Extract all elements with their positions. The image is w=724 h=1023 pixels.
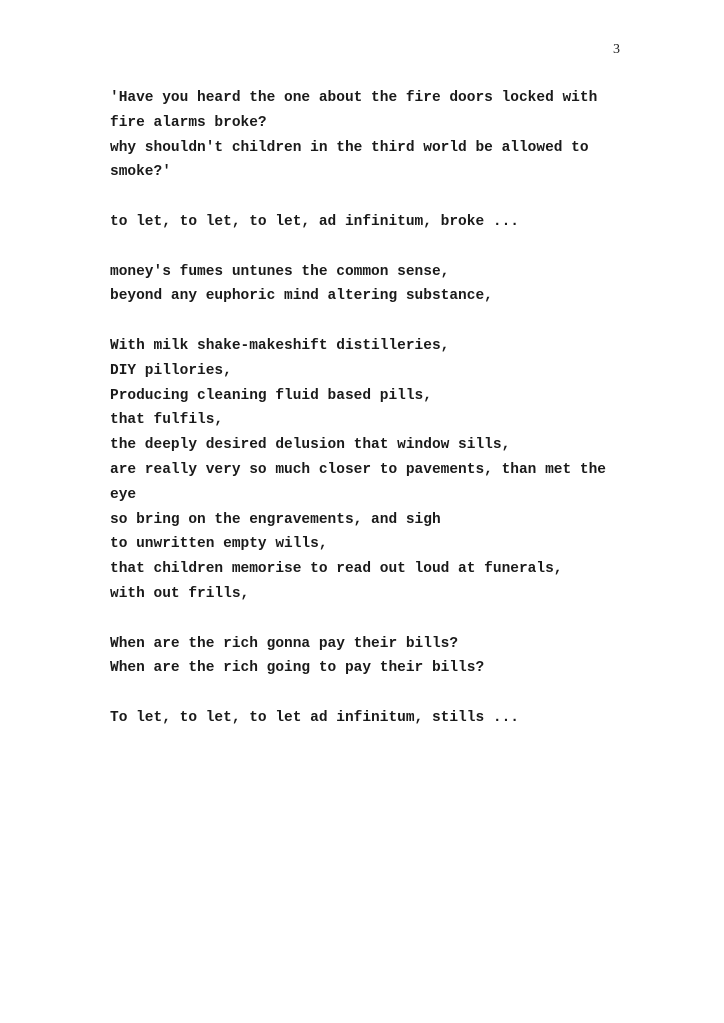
blank-line xyxy=(110,185,710,210)
blank-line xyxy=(110,235,710,260)
poem-line: that fulfils, xyxy=(110,412,224,429)
poem-line: With milk shake-makeshift distilleries, xyxy=(110,337,450,354)
poem-line: Producing cleaning fluid based pills, xyxy=(110,387,432,404)
blank-line xyxy=(110,681,710,706)
poem-line: When are the rich gonna pay their bills? xyxy=(110,635,459,652)
blank-line xyxy=(110,309,710,334)
poem-line: money's fumes untunes the common sense, xyxy=(110,263,450,280)
poem-line: smoke?' xyxy=(110,164,171,181)
poem-line: fire alarms broke? xyxy=(110,114,267,131)
poem-line: why shouldn't children in the third world be allowed to xyxy=(110,139,589,156)
poem-line: beyond any euphoric mind altering substance, xyxy=(110,288,493,305)
poem-line: that children memorise to read out loud at funerals, xyxy=(110,561,563,578)
blank-line xyxy=(110,607,710,632)
poem-line: the deeply desired delusion that window sills, xyxy=(110,437,511,454)
poem-line: To let, to let, to let ad infinitum, stills ... xyxy=(110,709,519,726)
poem-line: are really very so much closer to pavements, than met the xyxy=(110,461,606,478)
poem-line: to let, to let, to let, ad infinitum, broke ... xyxy=(110,213,519,230)
poem-body xyxy=(110,86,710,731)
poem-line: DIY pillories, xyxy=(110,362,232,379)
poem-line: 'Have you heard the one about the fire doors locked with xyxy=(110,90,598,106)
poem-line: with out frills, xyxy=(110,585,250,602)
poem-line: so bring on the engravements, and sigh xyxy=(110,511,441,528)
poem-line: eye xyxy=(110,486,137,503)
poem-line: When are the rich going to pay their bills? xyxy=(110,660,485,677)
poem-line: to unwritten empty wills, xyxy=(110,536,328,553)
page-number: 3 xyxy=(613,42,620,57)
